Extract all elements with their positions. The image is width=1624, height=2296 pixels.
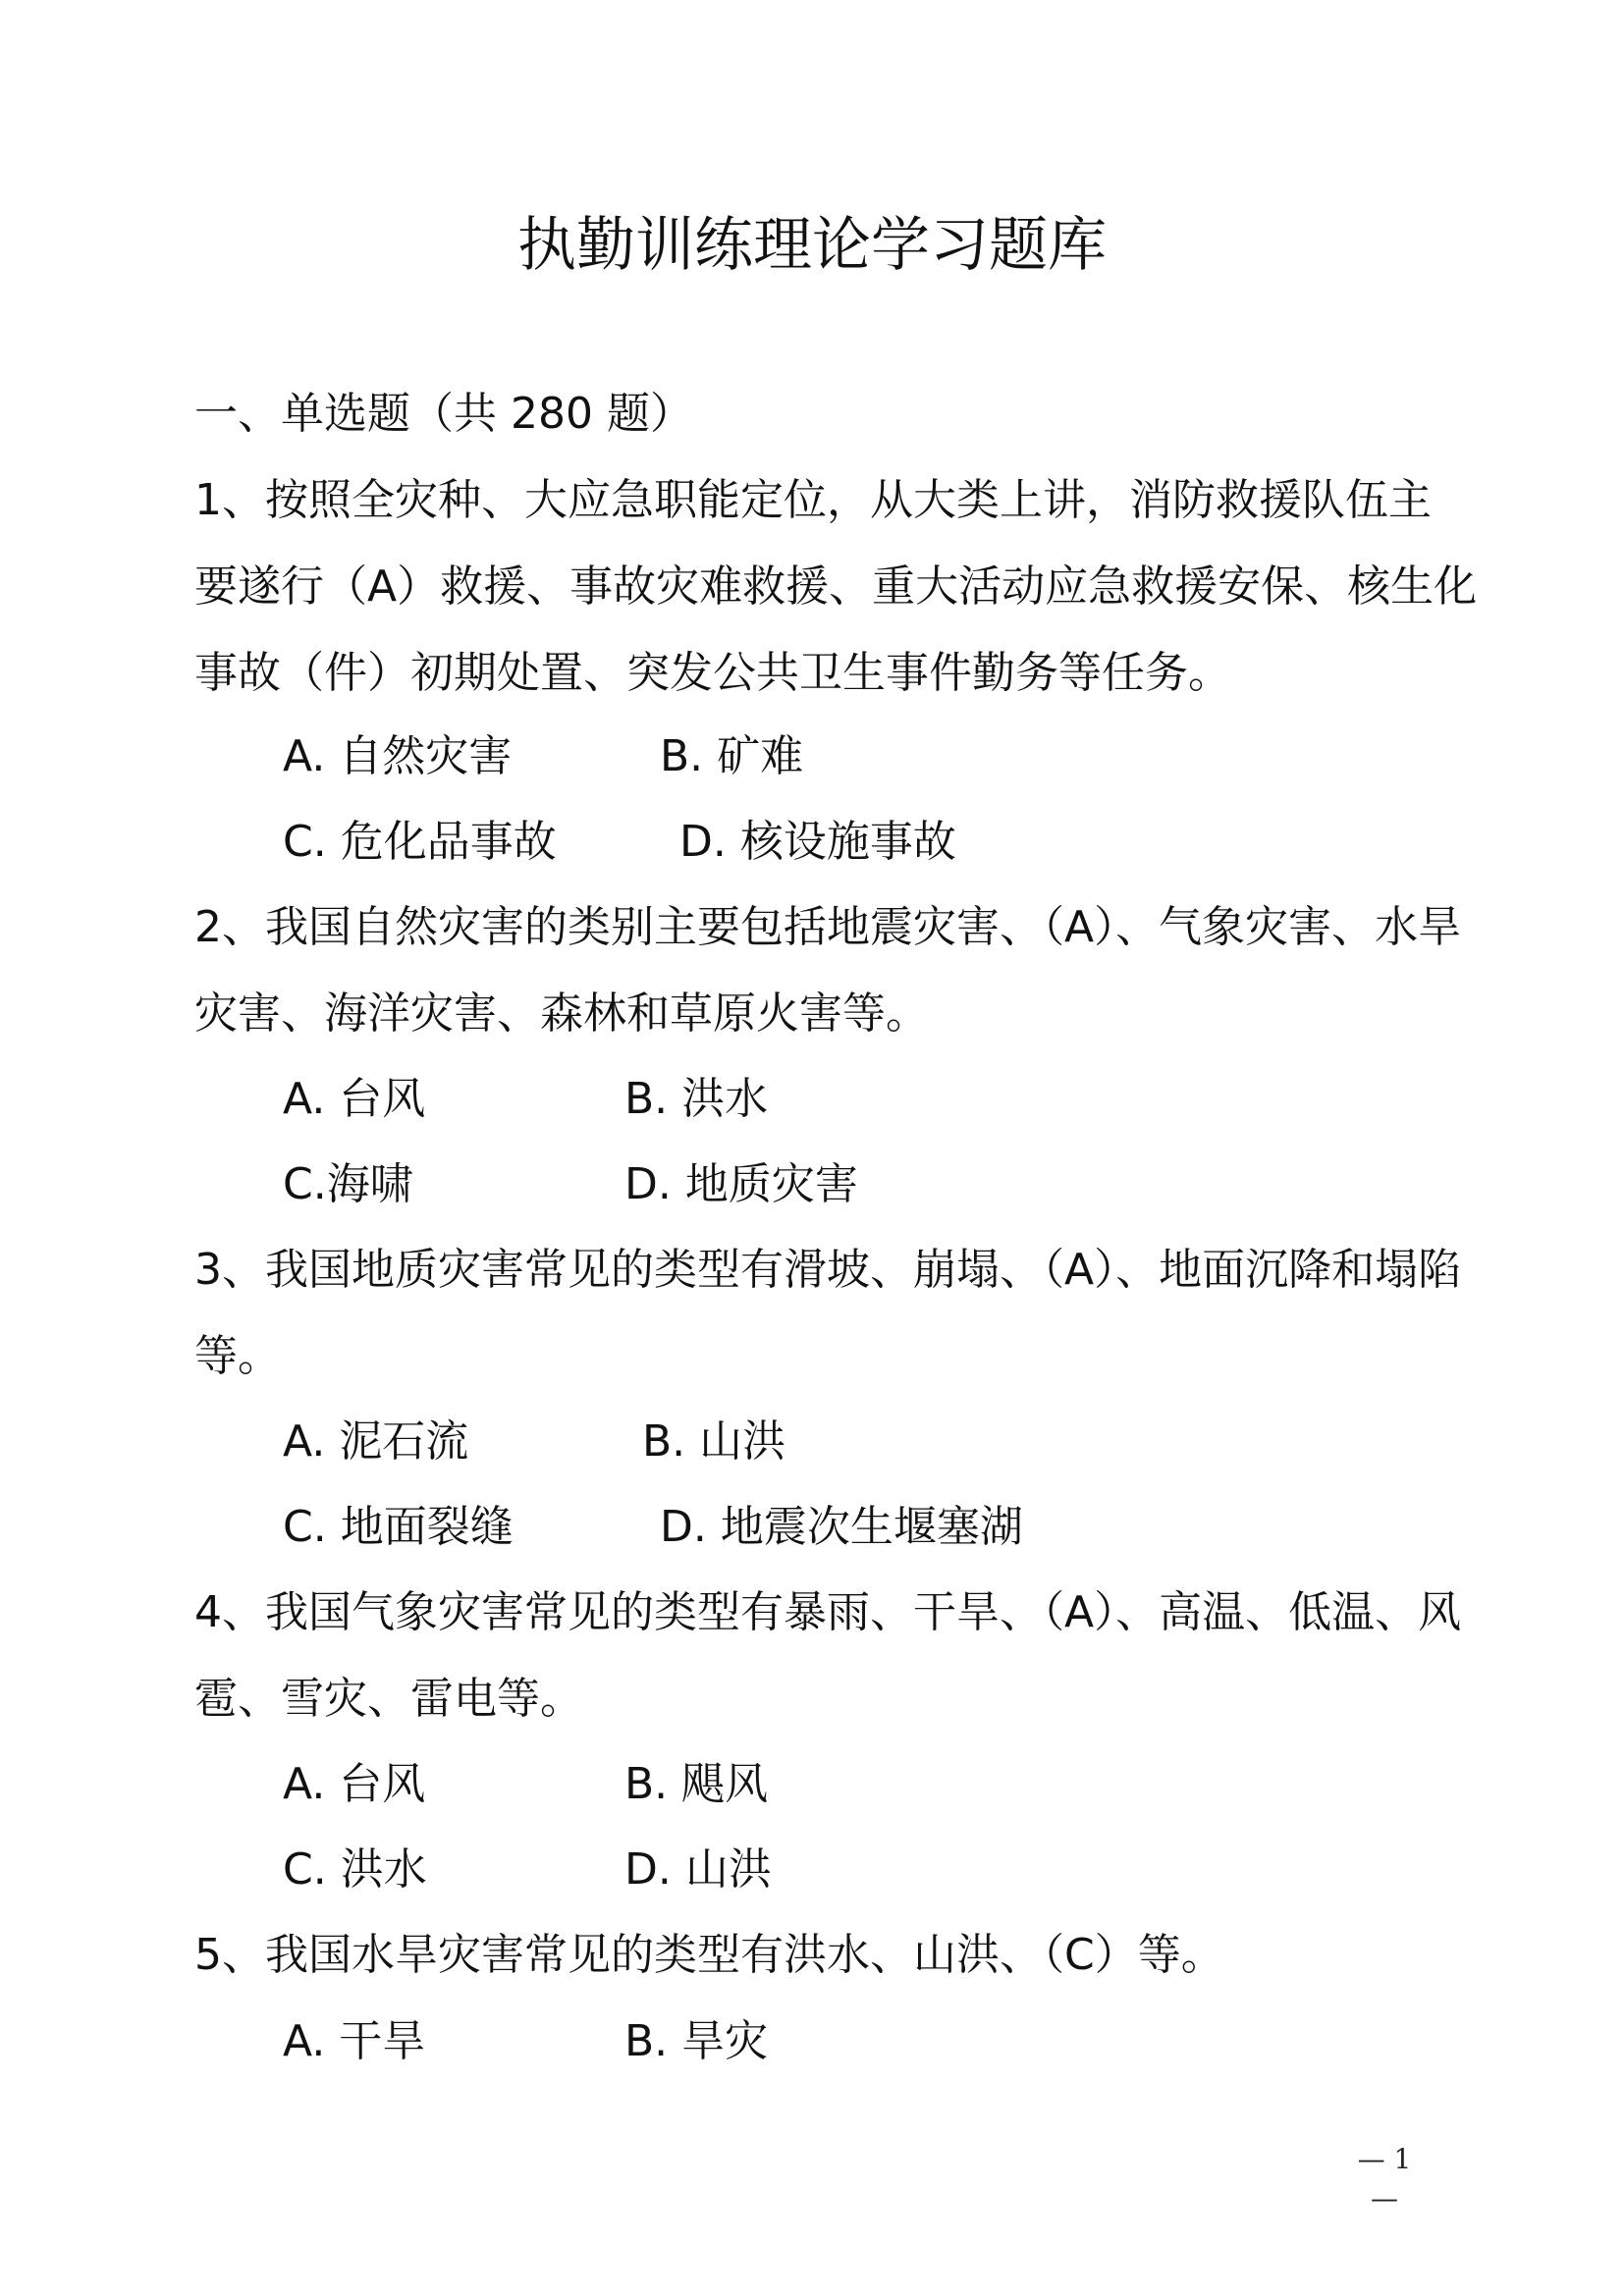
question-1-line-3: 事故（件）初期处置、突发公共卫生事件勤务等任务。 [194, 648, 1231, 698]
question-4-option-d: D. 山洪 [624, 1844, 772, 1895]
question-5-line-1: 5、我国水旱灾害常见的类型有洪水、山洪、（C）等。 [194, 1930, 1224, 1980]
question-2-option-d: D. 地质灾害 [624, 1159, 858, 1209]
page-number: — 1 — [1357, 2143, 1412, 2215]
question-3-option-b: B. 山洪 [642, 1416, 786, 1467]
question-2-option-b: B. 洪水 [624, 1074, 769, 1124]
question-2-option-c: C.海啸 [283, 1159, 413, 1209]
question-3-line-1: 3、我国地质灾害常见的类型有滑坡、崩塌、（A）、地面沉降和塌陷 [194, 1245, 1462, 1295]
section-heading: 一、单选题（共 280 题） [194, 389, 693, 439]
question-4-option-c: C. 洪水 [283, 1844, 427, 1895]
question-3-option-d: D. 地震次生堰塞湖 [660, 1502, 1023, 1552]
question-3-option-a: A. 泥石流 [283, 1416, 469, 1467]
document-title: 执勤训练理论学习题库 [517, 211, 1107, 280]
question-4-option-b: B. 飓风 [624, 1759, 769, 1809]
question-1-option-b: B. 矿难 [660, 731, 804, 781]
question-1-line-2: 要遂行（A）救援、事故灾难救援、重大活动应急救援安保、核生化 [194, 561, 1478, 612]
question-4-line-2: 雹、雪灾、雷电等。 [194, 1674, 583, 1724]
question-2-line-1: 2、我国自然灾害的类别主要包括地震灾害、（A）、气象灾害、水旱 [194, 902, 1462, 952]
question-5-option-b: B. 旱灾 [624, 2016, 769, 2066]
question-4-option-a: A. 台风 [283, 1759, 426, 1809]
question-3-option-c: C. 地面裂缝 [283, 1502, 514, 1552]
question-1-line-1: 1、按照全灾种、大应急职能定位，从大类上讲，消防救援队伍主 [194, 475, 1432, 525]
question-1-option-c: C. 危化品事故 [283, 817, 557, 867]
question-2-line-2: 灾害、海洋灾害、森林和草原火害等。 [194, 988, 929, 1039]
question-3-line-2: 等。 [194, 1331, 281, 1381]
question-4-line-1: 4、我国气象灾害常见的类型有暴雨、干旱、（A）、高温、低温、风 [194, 1587, 1462, 1637]
question-2-option-a: A. 台风 [283, 1074, 426, 1124]
question-1-option-a: A. 自然灾害 [283, 731, 513, 781]
question-1-option-d: D. 核设施事故 [679, 817, 956, 867]
question-5-option-a: A. 干旱 [283, 2016, 426, 2066]
